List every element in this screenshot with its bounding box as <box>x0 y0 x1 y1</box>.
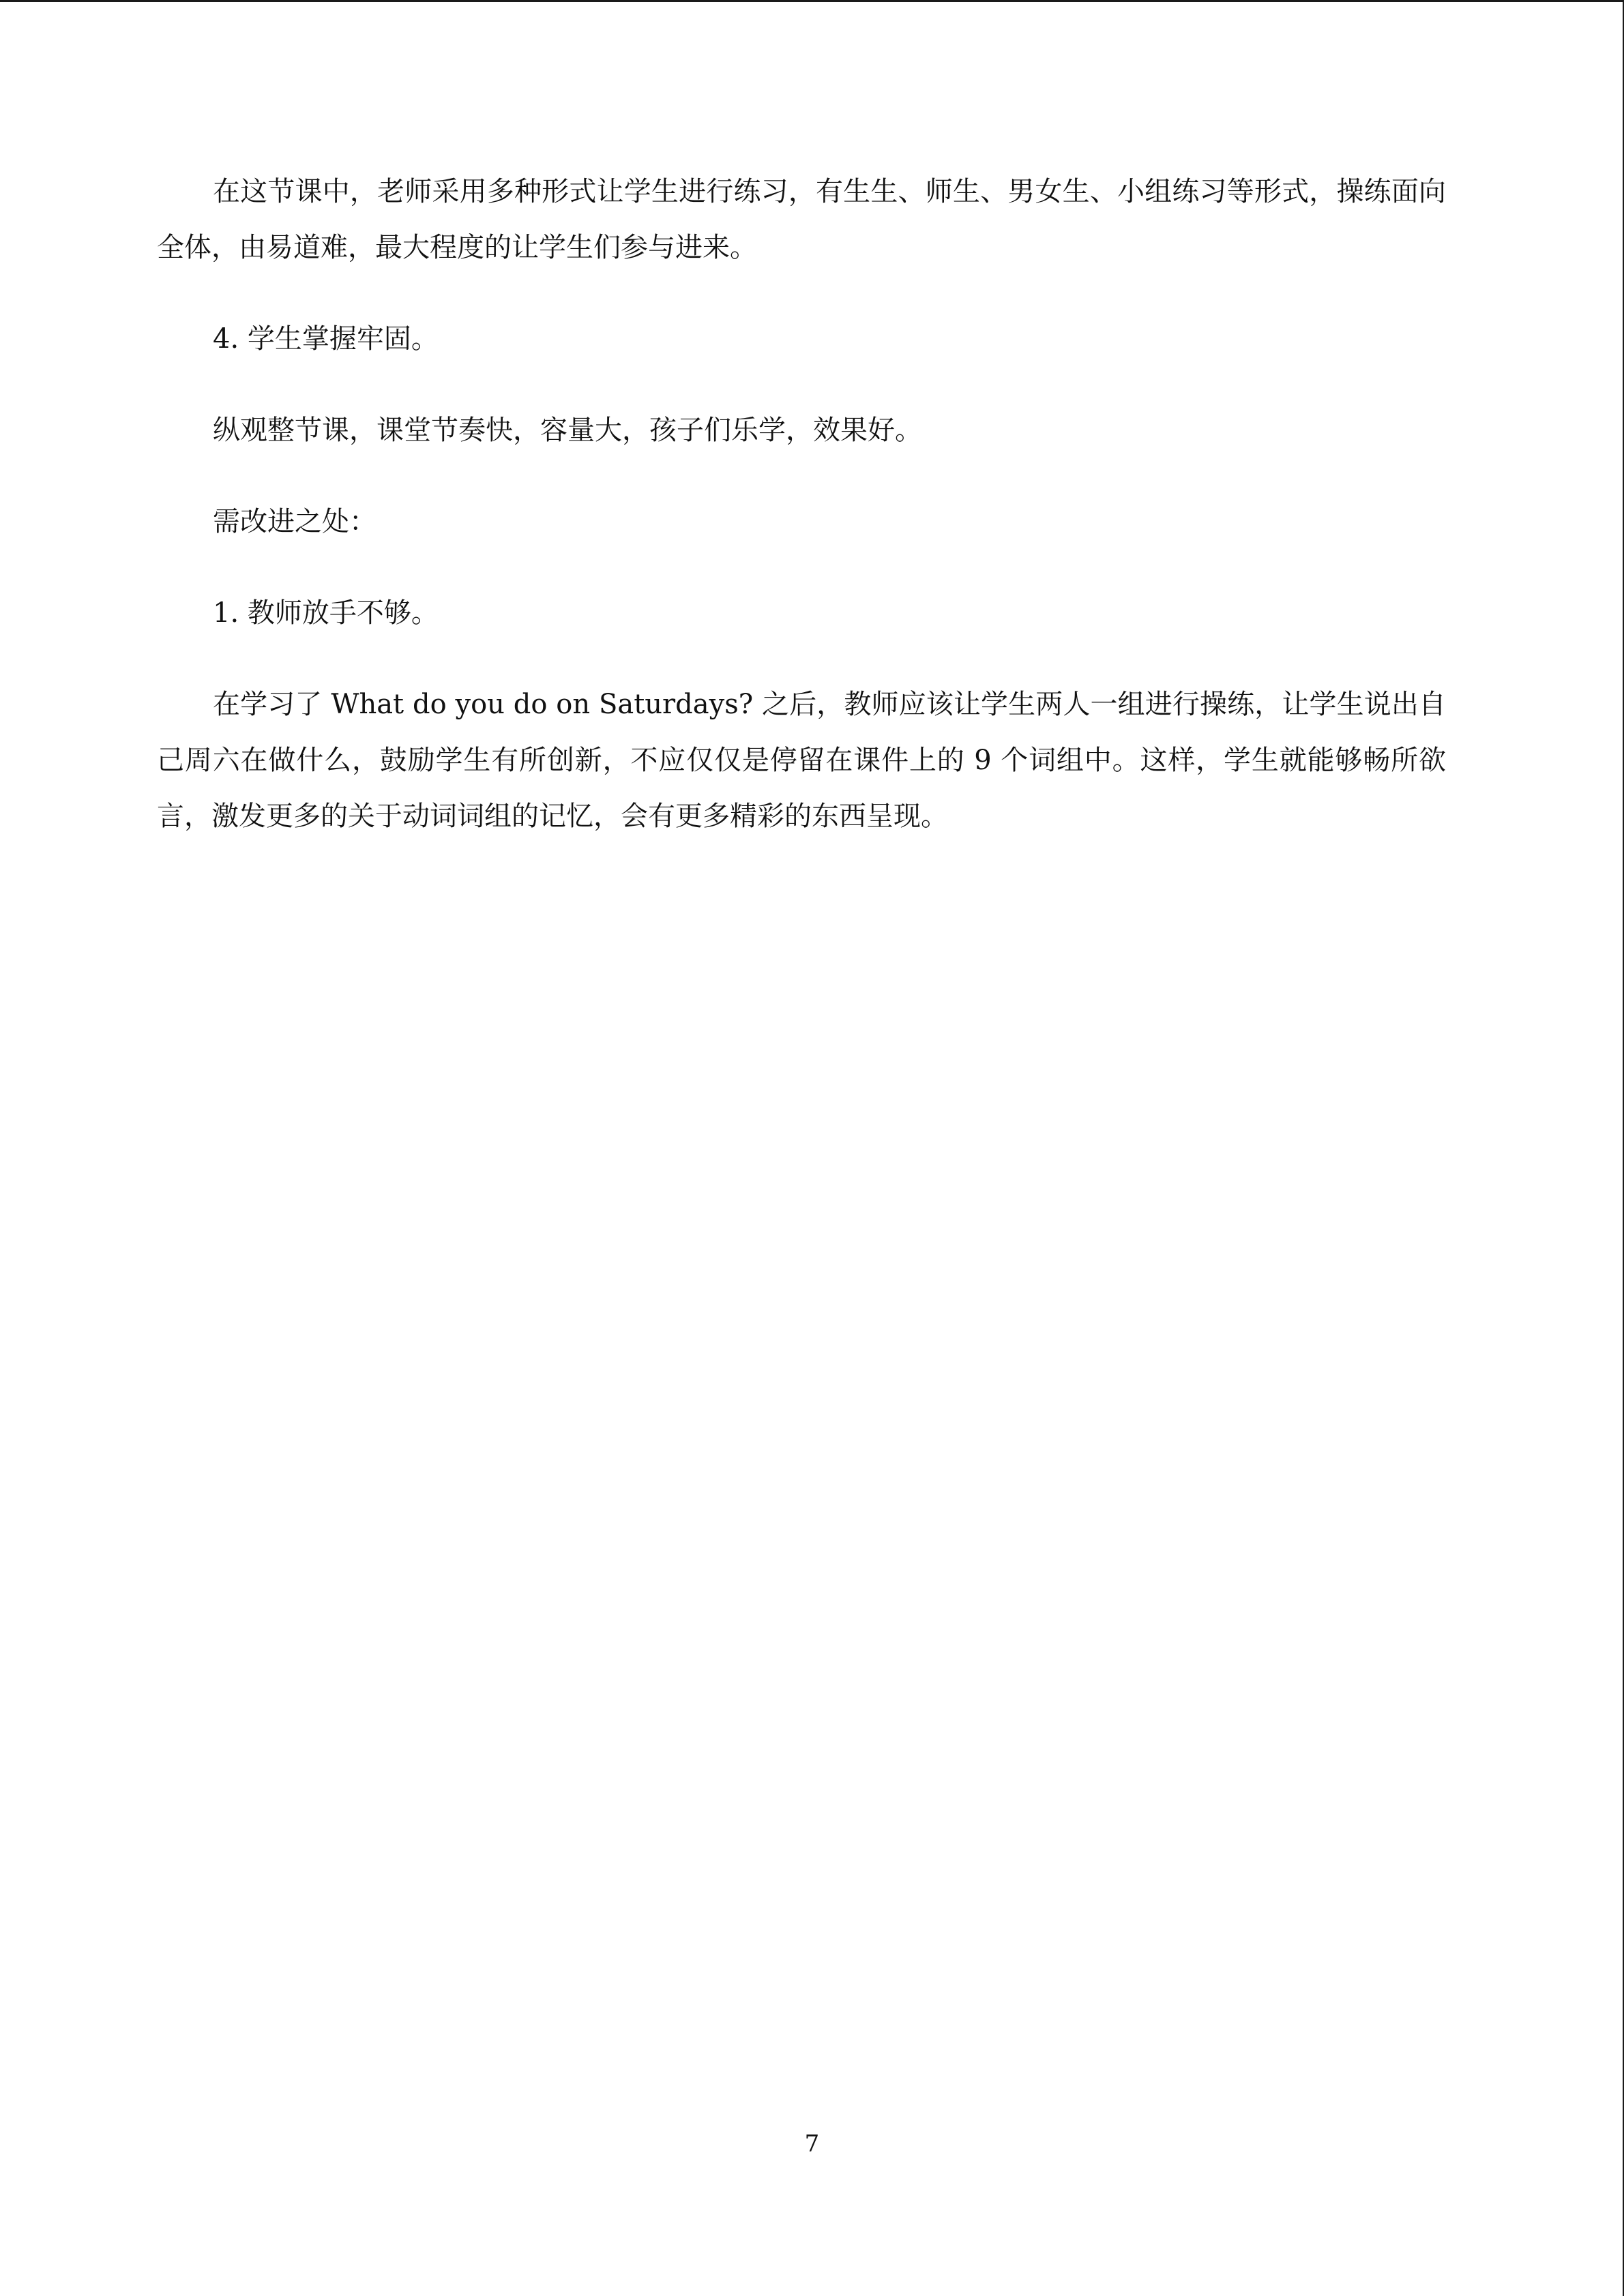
paragraph-improvement-point-1: 1. 教师放手不够。 <box>213 597 439 629</box>
paragraph-overall-summary: 纵观整节课，课堂节奏快，容量大，孩子们乐学，效果好。 <box>213 415 922 446</box>
page-number: 7 <box>804 2130 820 2158</box>
page-top-border <box>0 0 1624 2</box>
paragraph-improvement-detail: 在学习了 What do you do on Saturdays? 之后，教师应该让学生两人一组进行操练，让学生说出自己周六在做什么，鼓励学生有所创新，不应仅仅是停留在课件上的 9 个词组中。这样，学生就能够畅所欲言，激发更多的关于动词词组的记忆，会有更多精彩的东西呈现。 <box>157 689 1446 832</box>
document-body <box>157 164 1446 880</box>
paragraph-practice-forms: 在这节课中，老师采用多种形式让学生进行练习，有生生、师生、男女生、小组练习等形式，操练面向全体，由易道难，最大程度的让学生们参与进来。 <box>157 176 1446 263</box>
paragraph-improvement-heading: 需改进之处： <box>213 506 377 537</box>
paragraph-point-4: 4. 学生掌握牢固。 <box>213 323 439 355</box>
